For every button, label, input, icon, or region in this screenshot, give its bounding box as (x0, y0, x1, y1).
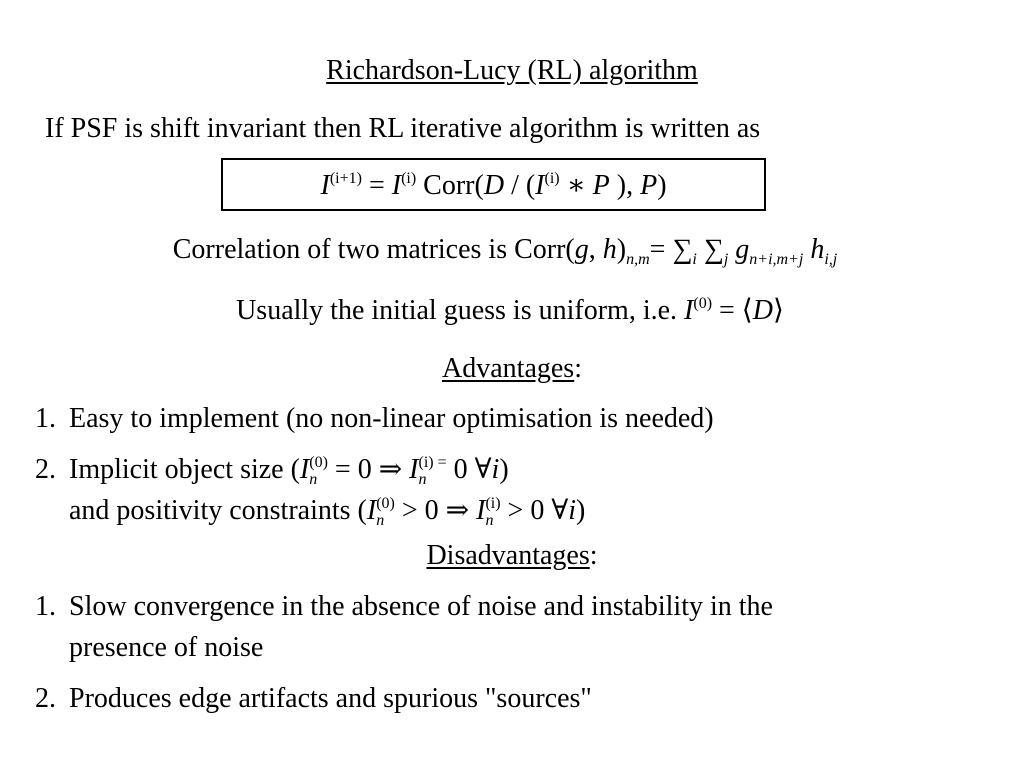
advantages-heading: Advantages: (442, 353, 582, 384)
formula-close1: ), (609, 170, 641, 201)
formula-corr: Corr( (416, 170, 484, 201)
rl-formula (223, 172, 764, 200)
advantage-item-1: 1. Easy to implement (no non-linear optimisation is needed) (35, 403, 714, 434)
slide-title-text: Richardson-Lucy (RL) algorithm (326, 55, 698, 86)
formula-sup-next: (i+1) (329, 170, 362, 187)
formula-conv: ∗ (559, 170, 593, 201)
formula-P2: P (640, 170, 658, 201)
initial-guess-text: Usually the initial guess is uniform, i.e. $I^{(0)}$ = ⟨D⟩ (236, 295, 784, 326)
disadvantage-item-1: 1. Slow convergence in the absence of noise and instability in the (35, 591, 773, 622)
formula-eq: = (361, 170, 392, 201)
rl-formula-box (221, 158, 766, 211)
formula-I: I (320, 170, 330, 201)
advantage-item-2: 2. Implicit object size ($I_n^{(0)} = 0$ ⇒ $I_n^{(i) =}$ 0 ∀i) (35, 454, 509, 488)
formula-sup-i: (i) (401, 170, 417, 187)
intro-text: If PSF is shift invariant then RL iterative algorithm is written as (45, 113, 761, 144)
formula-slash: / ( (504, 170, 536, 201)
disadvantage-item-1-continuation: presence of noise (69, 632, 264, 663)
correlation-definition: Correlation of two matrices is Corr(g, $h)_{n,m}= \sum_i$ $\sum_j$ $g_{n+i,m+j}$ $h_{i,j}$ (172, 234, 838, 268)
formula-close2: ) (657, 170, 667, 201)
slide-title (0, 57, 1024, 85)
formula-I-inner: I (535, 170, 545, 201)
disadvantage-item-2: 2. Produces edge artifacts and spurious "sources" (35, 683, 592, 714)
formula-I-current: I (391, 170, 402, 201)
disadvantages-heading: Disadvantages: (426, 540, 598, 571)
formula-P: P (592, 170, 610, 201)
formula-sup-i2: (i) (544, 170, 560, 187)
formula-D: D (483, 170, 505, 201)
advantage-item-2-continuation: and positivity constraints ($I_n^{(0)} > 0$ ⇒ $I_n^{(i)} > 0$ ∀i) (69, 495, 586, 529)
